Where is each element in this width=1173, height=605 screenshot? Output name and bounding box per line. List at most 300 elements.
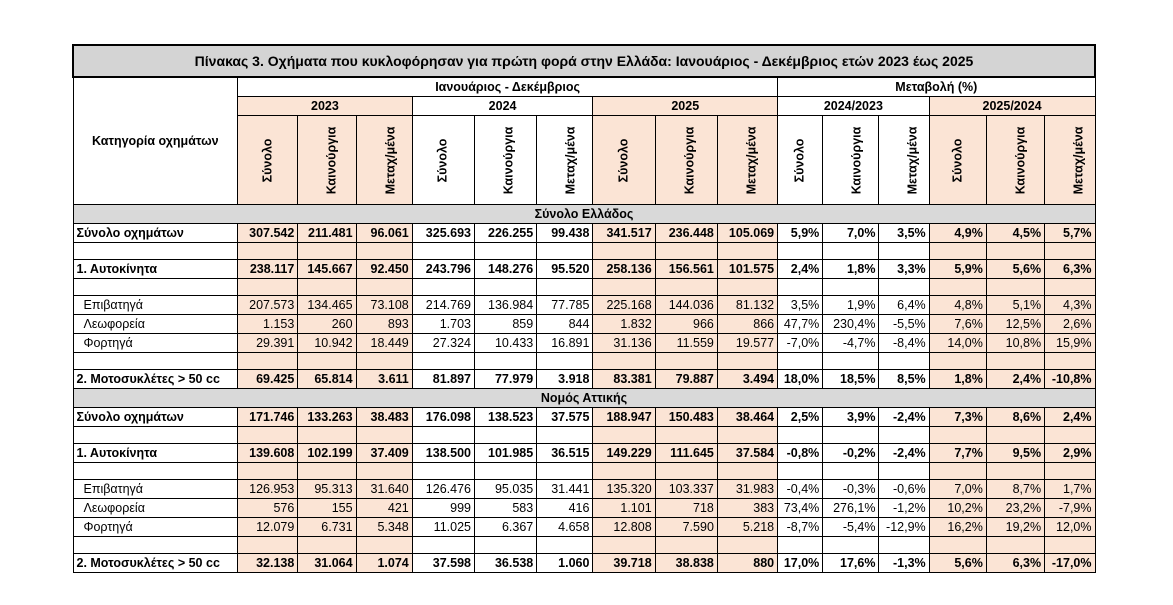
spacer-cell	[778, 427, 823, 444]
spacer-cell	[1045, 427, 1095, 444]
value-cell: 866	[717, 315, 777, 334]
table-row	[73, 370, 1095, 389]
spacer-cell	[356, 279, 412, 296]
value-cell: 92.450	[356, 260, 412, 279]
spacer-cell	[929, 353, 986, 370]
spacer-cell	[823, 243, 879, 260]
value-cell: 31.064	[298, 554, 356, 573]
change-cell: 73,4%	[778, 499, 823, 518]
spacer-cell	[238, 427, 298, 444]
spacer-cell	[778, 279, 823, 296]
spacer-cell	[929, 427, 986, 444]
value-cell: 77.785	[537, 296, 593, 315]
value-cell: 37.409	[356, 444, 412, 463]
change-cell: 4,3%	[1045, 296, 1095, 315]
value-cell: 859	[474, 315, 536, 334]
spacer-cell	[823, 463, 879, 480]
change-cell: -1,3%	[879, 554, 929, 573]
change-cell: 3,5%	[879, 224, 929, 243]
subcol-label: Μεταχ/μένα	[905, 126, 920, 194]
value-cell: 79.887	[655, 370, 717, 389]
table-title: Πίνακας 3. Οχήματα που κυκλοφόρησαν για πρώτη φορά στην Ελλάδα: Ιανουάριος - Δεκέμβριος ετών 2023 έως 2025	[73, 45, 1095, 77]
spacer-cell	[879, 279, 929, 296]
change-cell: -1,2%	[879, 499, 929, 518]
subcol-label: Μεταχ/μένα	[1071, 126, 1086, 194]
change-cell: -0,4%	[778, 480, 823, 499]
change-cell: -0,3%	[823, 480, 879, 499]
value-cell: 1.101	[593, 499, 655, 518]
value-cell: 95.035	[474, 480, 536, 499]
spacer-cell	[73, 427, 238, 444]
subcol-header-2025-new	[655, 116, 717, 205]
value-cell: 16.891	[537, 334, 593, 353]
row-label: Φορτηγά	[73, 334, 238, 353]
value-cell: 38.838	[655, 554, 717, 573]
spacer-cell	[929, 243, 986, 260]
table-row	[73, 444, 1095, 463]
value-cell: 135.320	[593, 480, 655, 499]
spacer-cell	[986, 243, 1044, 260]
change-cell: 6,3%	[1045, 260, 1095, 279]
change-cell: 18,5%	[823, 370, 879, 389]
change-cell: 2,6%	[1045, 315, 1095, 334]
spacer-cell	[238, 353, 298, 370]
spacer-cell	[593, 427, 655, 444]
vehicles-table	[72, 44, 1096, 573]
change-cell: 7,7%	[929, 444, 986, 463]
value-cell: 29.391	[238, 334, 298, 353]
spacer-cell	[238, 243, 298, 260]
subcol-label: Καινούργια	[1013, 126, 1028, 194]
spacer-cell	[655, 279, 717, 296]
change-cell: 16,2%	[929, 518, 986, 537]
spacer-cell	[593, 353, 655, 370]
subcol-label: Καινούργια	[501, 126, 516, 194]
spacer-cell	[986, 537, 1044, 554]
subcol-header-2023-total	[238, 116, 298, 205]
value-cell: 7.590	[655, 518, 717, 537]
value-cell: 136.984	[474, 296, 536, 315]
spacer-cell	[356, 463, 412, 480]
change-cell: -0,6%	[879, 480, 929, 499]
change-cell: 4,5%	[986, 224, 1044, 243]
spacer-cell	[537, 243, 593, 260]
table-row	[73, 480, 1095, 499]
section-title: Νομός Αττικής	[73, 389, 1095, 408]
change-cell: 12,0%	[1045, 518, 1095, 537]
spacer-cell	[879, 353, 929, 370]
change-cell: 23,2%	[986, 499, 1044, 518]
change-cell: 15,9%	[1045, 334, 1095, 353]
subcol-label: Σύνολο	[950, 138, 965, 182]
spacer-row	[73, 537, 1095, 554]
value-cell: 583	[474, 499, 536, 518]
spacer-cell	[823, 427, 879, 444]
spacer-cell	[298, 537, 356, 554]
spacer-cell	[823, 353, 879, 370]
row-label: 1. Αυτοκίνητα	[73, 260, 238, 279]
value-cell: 325.693	[412, 224, 474, 243]
change-cell: 1,7%	[1045, 480, 1095, 499]
table-row	[73, 296, 1095, 315]
value-cell: 999	[412, 499, 474, 518]
spacer-cell	[929, 279, 986, 296]
spacer-cell	[537, 427, 593, 444]
table-row	[73, 518, 1095, 537]
row-label: Φορτηγά	[73, 518, 238, 537]
spacer-cell	[356, 427, 412, 444]
table-row	[73, 260, 1095, 279]
change-cell: 18,0%	[778, 370, 823, 389]
value-cell: 10.433	[474, 334, 536, 353]
value-cell: 37.584	[717, 444, 777, 463]
value-cell: 69.425	[238, 370, 298, 389]
change-cell: 6,3%	[986, 554, 1044, 573]
spacer-row	[73, 463, 1095, 480]
spacer-cell	[879, 427, 929, 444]
change-cell: 2,4%	[986, 370, 1044, 389]
value-cell: 31.136	[593, 334, 655, 353]
spacer-cell	[1045, 243, 1095, 260]
row-label: Επιβατηγά	[73, 296, 238, 315]
table-row	[73, 224, 1095, 243]
subcol-header-chg-2024-2023-used	[879, 116, 929, 205]
spacer-cell	[356, 243, 412, 260]
spacer-cell	[717, 427, 777, 444]
value-cell: 138.500	[412, 444, 474, 463]
value-cell: 77.979	[474, 370, 536, 389]
period-header: Ιανουάριος - Δεκέμβριος	[238, 77, 778, 97]
spacer-cell	[537, 279, 593, 296]
table-row	[73, 499, 1095, 518]
value-cell: 32.138	[238, 554, 298, 573]
subcol-header-2024-total	[412, 116, 474, 205]
value-cell: 144.036	[655, 296, 717, 315]
value-cell: 36.538	[474, 554, 536, 573]
change-cell: 6,4%	[879, 296, 929, 315]
table-container	[72, 44, 1096, 573]
value-cell: 421	[356, 499, 412, 518]
spacer-cell	[655, 463, 717, 480]
value-cell: 225.168	[593, 296, 655, 315]
spacer-cell	[298, 427, 356, 444]
value-cell: 880	[717, 554, 777, 573]
subcol-header-chg-2025-2024-new	[986, 116, 1044, 205]
value-cell: 95.313	[298, 480, 356, 499]
change-cell: -2,4%	[879, 444, 929, 463]
value-cell: 214.769	[412, 296, 474, 315]
spacer-cell	[986, 463, 1044, 480]
spacer-cell	[879, 463, 929, 480]
subcol-header-2023-used	[356, 116, 412, 205]
value-cell: 101.575	[717, 260, 777, 279]
spacer-cell	[986, 353, 1044, 370]
value-cell: 138.523	[474, 408, 536, 427]
spacer-cell	[412, 537, 474, 554]
spacer-cell	[238, 279, 298, 296]
spacer-cell	[823, 279, 879, 296]
year-header-2025: 2025	[593, 97, 778, 116]
value-cell: 81.897	[412, 370, 474, 389]
value-cell: 126.476	[412, 480, 474, 499]
value-cell: 4.658	[537, 518, 593, 537]
change-cell: 4,9%	[929, 224, 986, 243]
value-cell: 211.481	[298, 224, 356, 243]
change-cell: 5,7%	[1045, 224, 1095, 243]
spacer-cell	[73, 463, 238, 480]
subcol-header-2023-new	[298, 116, 356, 205]
subcol-header-chg-2024-2023-total	[778, 116, 823, 205]
subcol-label: Σύνολο	[260, 138, 275, 182]
spacer-cell	[356, 353, 412, 370]
value-cell: 243.796	[412, 260, 474, 279]
spacer-row	[73, 353, 1095, 370]
value-cell: 341.517	[593, 224, 655, 243]
spacer-cell	[655, 427, 717, 444]
row-label: Επιβατηγά	[73, 480, 238, 499]
change-cell: -4,7%	[823, 334, 879, 353]
change-cell: 8,7%	[986, 480, 1044, 499]
value-cell: 65.814	[298, 370, 356, 389]
spacer-cell	[929, 537, 986, 554]
spacer-cell	[717, 463, 777, 480]
change-cell: 10,2%	[929, 499, 986, 518]
spacer-cell	[1045, 537, 1095, 554]
change-cell: 5,9%	[929, 260, 986, 279]
value-cell: 103.337	[655, 480, 717, 499]
value-cell: 31.983	[717, 480, 777, 499]
subcol-header-chg-2025-2024-used	[1045, 116, 1095, 205]
spacer-cell	[73, 353, 238, 370]
spacer-cell	[1045, 463, 1095, 480]
value-cell: 27.324	[412, 334, 474, 353]
value-cell: 3.494	[717, 370, 777, 389]
spacer-cell	[474, 353, 536, 370]
subcol-header-chg-2025-2024-total	[929, 116, 986, 205]
table-row	[73, 408, 1095, 427]
subcol-header-2024-new	[474, 116, 536, 205]
year-header-2024: 2024	[412, 97, 593, 116]
subcol-label: Καινούργια	[681, 126, 696, 194]
change-cell: -2,4%	[879, 408, 929, 427]
value-cell: 10.942	[298, 334, 356, 353]
change-cell: 5,9%	[778, 224, 823, 243]
value-cell: 105.069	[717, 224, 777, 243]
value-cell: 6.367	[474, 518, 536, 537]
change-cell: 8,6%	[986, 408, 1044, 427]
value-cell: 207.573	[238, 296, 298, 315]
value-cell: 101.985	[474, 444, 536, 463]
table-row	[73, 554, 1095, 573]
spacer-cell	[537, 463, 593, 480]
spacer-cell	[412, 463, 474, 480]
subcol-label: Καινούργια	[849, 126, 864, 194]
spacer-cell	[778, 243, 823, 260]
subcol-label: Σύνολο	[435, 138, 450, 182]
category-header: Κατηγορία οχημάτων	[73, 77, 238, 205]
subcol-header-2025-total	[593, 116, 655, 205]
value-cell: 171.746	[238, 408, 298, 427]
value-cell: 238.117	[238, 260, 298, 279]
spacer-cell	[537, 353, 593, 370]
value-cell: 99.438	[537, 224, 593, 243]
change-cell: 14,0%	[929, 334, 986, 353]
change-cell: -5,5%	[879, 315, 929, 334]
row-label: 2. Μοτοσυκλέτες > 50 cc	[73, 370, 238, 389]
value-cell: 149.229	[593, 444, 655, 463]
spacer-cell	[823, 537, 879, 554]
spacer-cell	[298, 243, 356, 260]
change-cell: 17,6%	[823, 554, 879, 573]
value-cell: 6.731	[298, 518, 356, 537]
value-cell: 3.611	[356, 370, 412, 389]
change-cell: 8,5%	[879, 370, 929, 389]
change-cell: 2,5%	[778, 408, 823, 427]
spacer-cell	[298, 279, 356, 296]
spacer-cell	[717, 243, 777, 260]
value-cell: 11.559	[655, 334, 717, 353]
value-cell: 12.079	[238, 518, 298, 537]
spacer-row	[73, 427, 1095, 444]
subcol-label: Μεταχ/μένα	[744, 126, 759, 194]
value-cell: 96.061	[356, 224, 412, 243]
subcol-label: Μεταχ/μένα	[382, 126, 397, 194]
value-cell: 111.645	[655, 444, 717, 463]
value-cell: 307.542	[238, 224, 298, 243]
subcol-label: Σύνολο	[792, 138, 807, 182]
spacer-cell	[929, 463, 986, 480]
spacer-cell	[73, 537, 238, 554]
value-cell: 155	[298, 499, 356, 518]
change-cell: -0,2%	[823, 444, 879, 463]
value-cell: 37.598	[412, 554, 474, 573]
value-cell: 893	[356, 315, 412, 334]
change-header-2024-2023: 2024/2023	[778, 97, 930, 116]
spacer-cell	[778, 463, 823, 480]
value-cell: 148.276	[474, 260, 536, 279]
value-cell: 31.441	[537, 480, 593, 499]
value-cell: 844	[537, 315, 593, 334]
subcol-label: Μεταχ/μένα	[563, 126, 578, 194]
change-cell: 7,6%	[929, 315, 986, 334]
section-title: Σύνολο Ελλάδος	[73, 205, 1095, 224]
spacer-cell	[474, 463, 536, 480]
value-cell: 188.947	[593, 408, 655, 427]
subcol-header-chg-2024-2023-new	[823, 116, 879, 205]
spacer-cell	[879, 243, 929, 260]
row-label: 2. Μοτοσυκλέτες > 50 cc	[73, 554, 238, 573]
value-cell: 1.703	[412, 315, 474, 334]
value-cell: 38.483	[356, 408, 412, 427]
value-cell: 36.515	[537, 444, 593, 463]
change-cell: -7,9%	[1045, 499, 1095, 518]
value-cell: 126.953	[238, 480, 298, 499]
spacer-cell	[238, 463, 298, 480]
change-cell: 2,9%	[1045, 444, 1095, 463]
value-cell: 226.255	[474, 224, 536, 243]
spacer-cell	[474, 427, 536, 444]
value-cell: 383	[717, 499, 777, 518]
spacer-cell	[356, 537, 412, 554]
row-label: Σύνολο οχημάτων	[73, 224, 238, 243]
section-row	[73, 205, 1095, 224]
spacer-cell	[412, 427, 474, 444]
change-cell: 276,1%	[823, 499, 879, 518]
subcol-label: Καινούργια	[324, 126, 339, 194]
subcol-header-2025-used	[717, 116, 777, 205]
value-cell: 37.575	[537, 408, 593, 427]
value-cell: 73.108	[356, 296, 412, 315]
year-header-2023: 2023	[238, 97, 413, 116]
spacer-cell	[986, 279, 1044, 296]
value-cell: 102.199	[298, 444, 356, 463]
row-label: Λεωφορεία	[73, 315, 238, 334]
spacer-cell	[879, 537, 929, 554]
value-cell: 1.060	[537, 554, 593, 573]
change-cell: 19,2%	[986, 518, 1044, 537]
value-cell: 83.381	[593, 370, 655, 389]
change-cell: 5,1%	[986, 296, 1044, 315]
table-row	[73, 315, 1095, 334]
change-cell: 2,4%	[778, 260, 823, 279]
subcol-header-2024-used	[537, 116, 593, 205]
spacer-cell	[73, 243, 238, 260]
change-cell: -7,0%	[778, 334, 823, 353]
change-cell: -12,9%	[879, 518, 929, 537]
change-cell: 5,6%	[929, 554, 986, 573]
table-row	[73, 334, 1095, 353]
spacer-cell	[655, 243, 717, 260]
value-cell: 81.132	[717, 296, 777, 315]
change-cell: 7,0%	[929, 480, 986, 499]
change-cell: 3,3%	[879, 260, 929, 279]
change-header-2025-2024: 2025/2024	[929, 97, 1095, 116]
section-row	[73, 389, 1095, 408]
value-cell: 3.918	[537, 370, 593, 389]
row-label: Σύνολο οχημάτων	[73, 408, 238, 427]
spacer-cell	[1045, 279, 1095, 296]
spacer-cell	[1045, 353, 1095, 370]
value-cell: 1.074	[356, 554, 412, 573]
value-cell: 1.153	[238, 315, 298, 334]
change-cell: 4,8%	[929, 296, 986, 315]
spacer-row	[73, 279, 1095, 296]
spacer-cell	[474, 243, 536, 260]
value-cell: 39.718	[593, 554, 655, 573]
spacer-cell	[717, 353, 777, 370]
value-cell: 12.808	[593, 518, 655, 537]
change-cell: -8,7%	[778, 518, 823, 537]
spacer-cell	[655, 353, 717, 370]
change-cell: 7,0%	[823, 224, 879, 243]
value-cell: 5.348	[356, 518, 412, 537]
spacer-row	[73, 243, 1095, 260]
spacer-cell	[593, 243, 655, 260]
change-cell: 230,4%	[823, 315, 879, 334]
value-cell: 19.577	[717, 334, 777, 353]
change-cell: 10,8%	[986, 334, 1044, 353]
value-cell: 156.561	[655, 260, 717, 279]
value-cell: 1.832	[593, 315, 655, 334]
change-cell: 2,4%	[1045, 408, 1095, 427]
change-cell: 1,8%	[929, 370, 986, 389]
value-cell: 236.448	[655, 224, 717, 243]
value-cell: 718	[655, 499, 717, 518]
spacer-cell	[238, 537, 298, 554]
change-cell: -10,8%	[1045, 370, 1095, 389]
value-cell: 18.449	[356, 334, 412, 353]
spacer-cell	[593, 537, 655, 554]
